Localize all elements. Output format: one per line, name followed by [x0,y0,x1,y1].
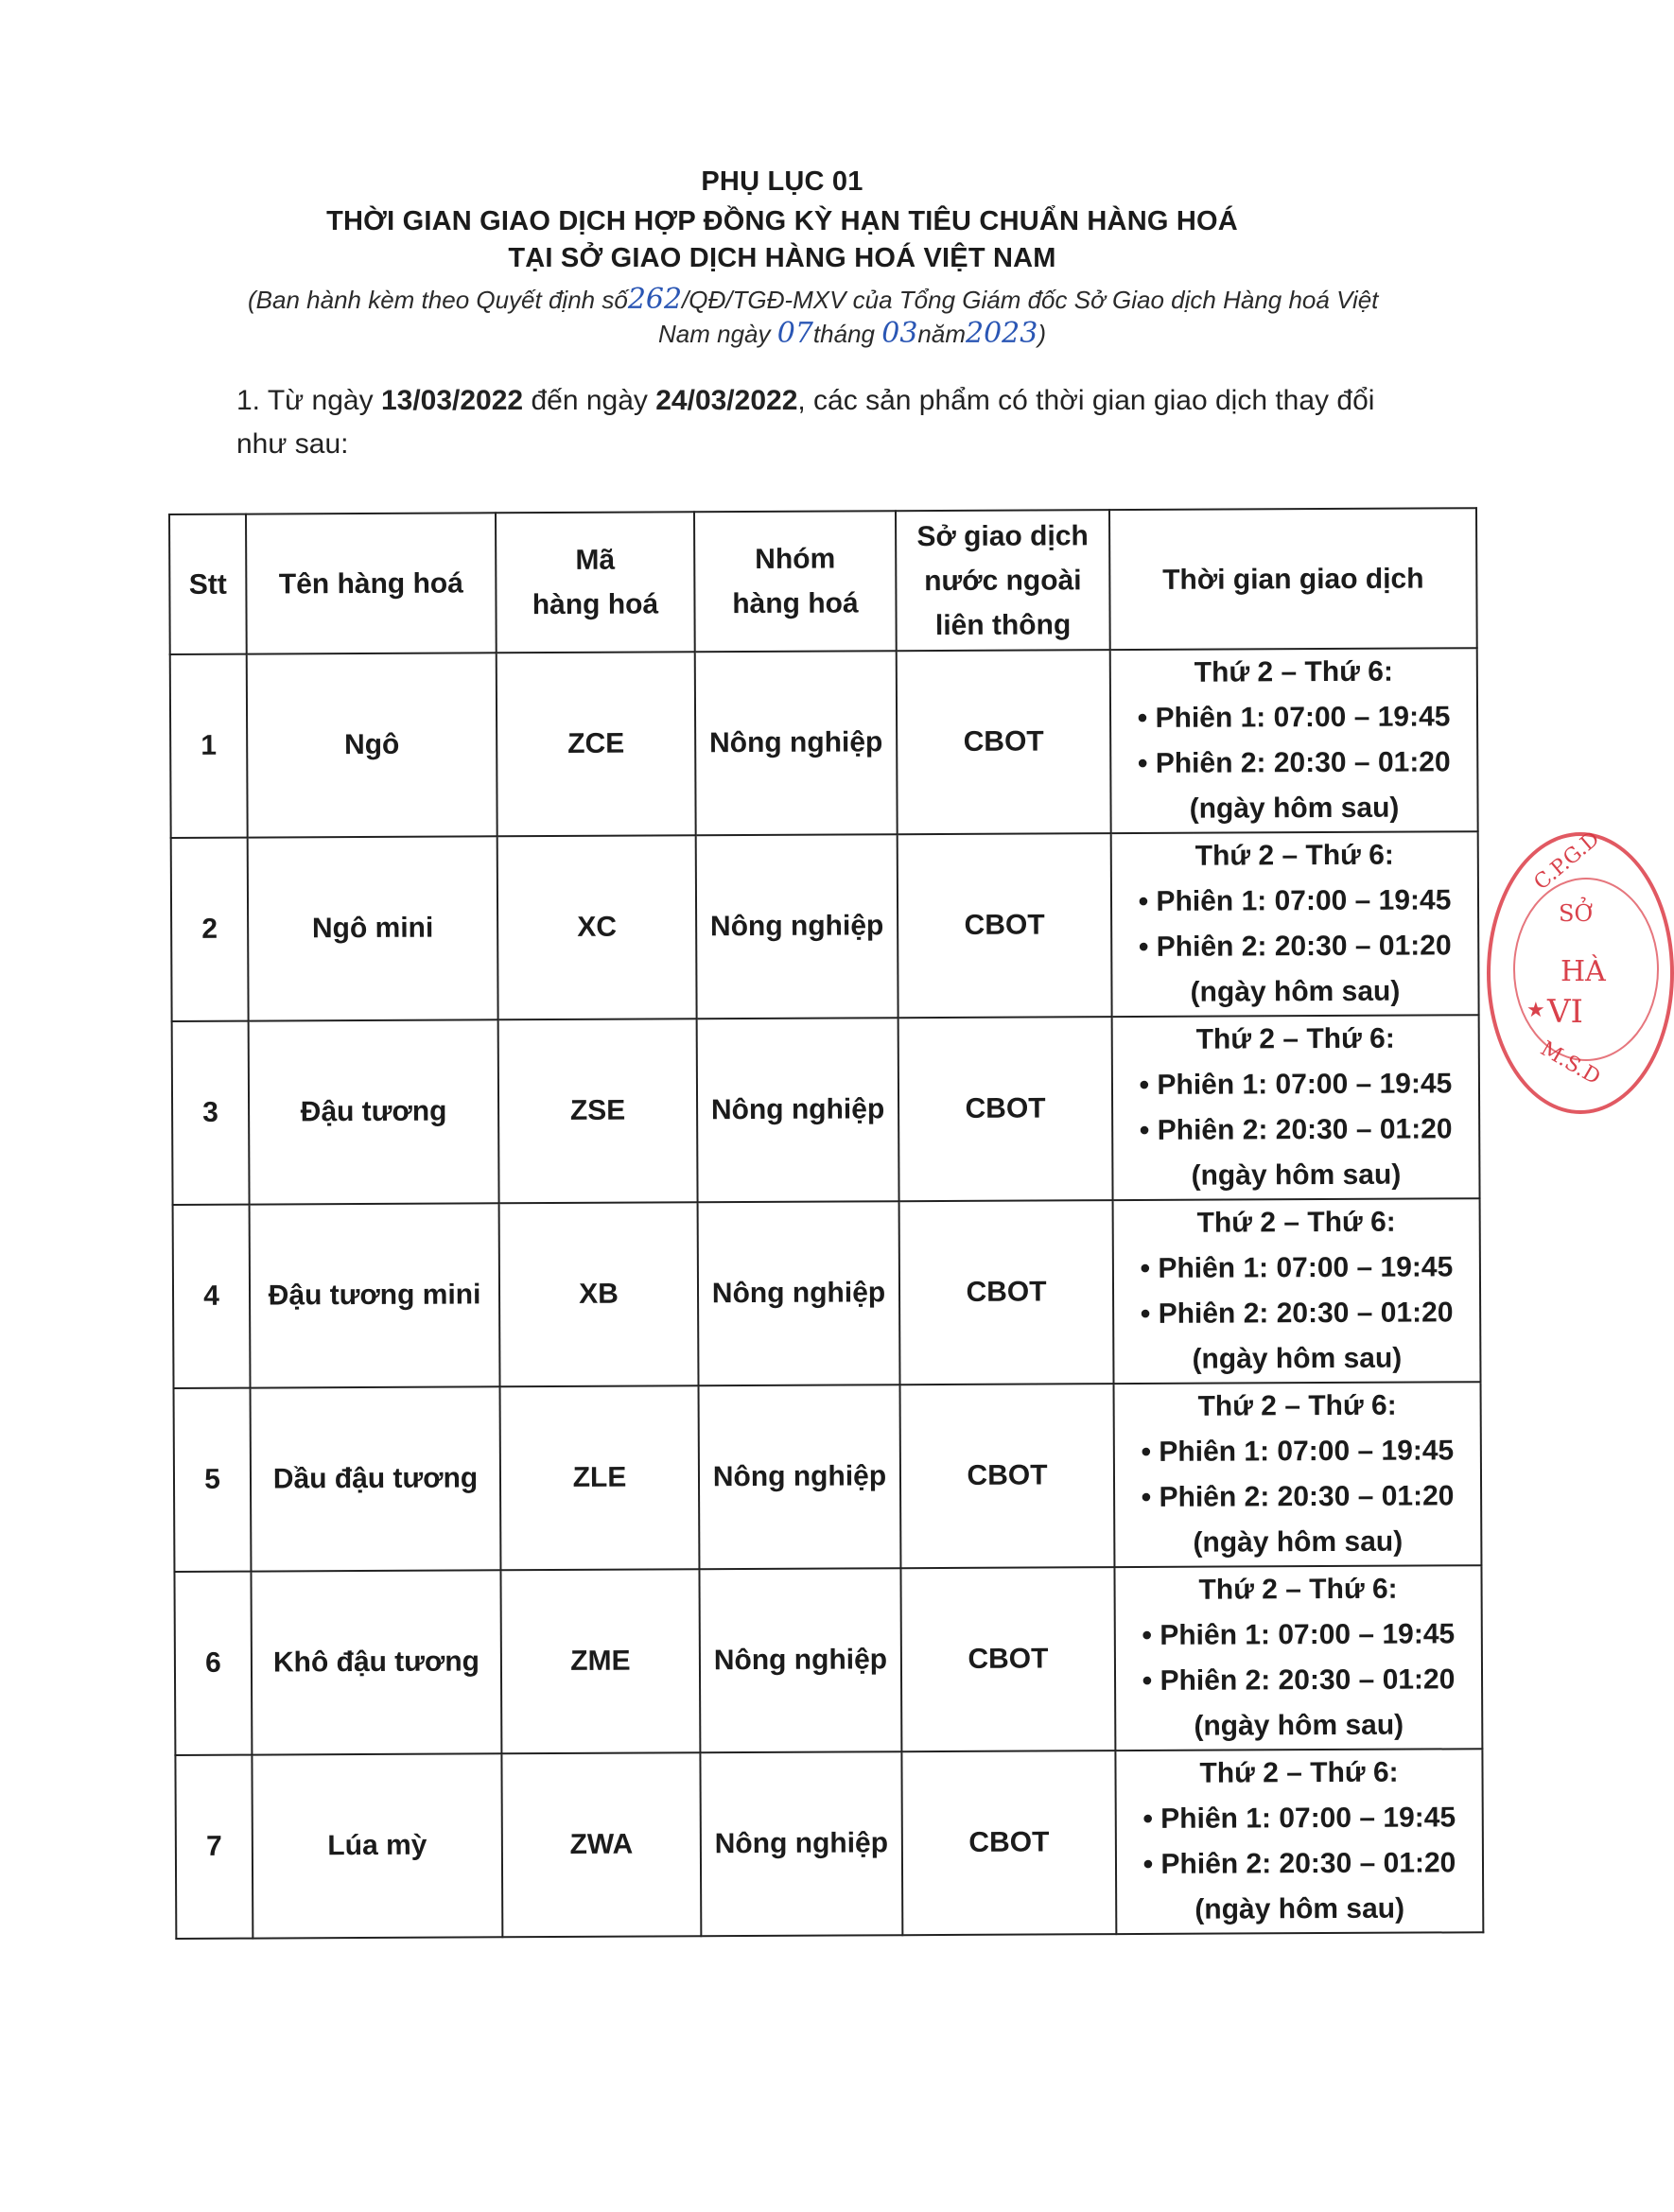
cell-commodity-code: ZWA [501,1752,701,1937]
table-row [172,1015,1480,1205]
document-subtitle: TẠI SỞ GIAO DỊCH HÀNG HOÁ VIỆT NAM [508,243,1056,273]
handwritten-decision-number: 262 [627,283,683,316]
cell-commodity-name: Dầu đậu tương [251,1386,501,1571]
handwritten-month: 03 [881,317,918,350]
issuance-note-text: tháng [812,320,875,348]
issuance-note-line1 [248,283,1378,316]
header-commodity-group: Nhóm hàng hoá [694,511,897,652]
cell-commodity-code: ZSE [498,1019,698,1203]
cell-trading-time: Thứ 2 – Thứ 6: • Phiên 1: 07:00 – 19:45 • Phiên 2: 20:30 – 01:20 (ngày hôm sau) [1111,831,1479,1017]
cell-trading-time: Thứ 2 – Thứ 6: • Phiên 1: 07:00 – 19:45 • Phiên 2: 20:30 – 01:20 (ngày hôm sau) [1114,1565,1482,1750]
cell-commodity-group: Nông nghiệp [700,1751,902,1936]
table-row [175,1749,1483,1939]
handwritten-day: 07 [776,317,813,350]
intro-text: đến ngày [523,385,656,416]
end-date: 24/03/2022 [655,385,798,416]
cell-commodity-code: ZME [500,1569,700,1753]
cell-commodity-code: ZLE [500,1385,700,1570]
cell-trading-time: Thứ 2 – Thứ 6: • Phiên 1: 07:00 – 19:45 • Phiên 2: 20:30 – 01:20 (ngày hôm sau) [1112,1015,1480,1200]
cell-exchange: CBOT [897,650,1111,834]
issuance-note-text: (Ban hành kèm theo Quyết định số [248,286,628,314]
stamp-text: HÀ [1561,955,1606,988]
cell-stt: 3 [172,1021,250,1205]
cell-commodity-group: Nông nghiệp [698,1201,900,1385]
stamp-text: SỞ [1559,900,1594,927]
header-commodity-name: Tên hàng hoá [246,513,497,653]
issuance-note-text: /QĐ/TGĐ-MXV của Tổng Giám đốc Sở Giao dịch Hàng hoá Việt [682,286,1379,314]
stamp-text: M.S.D [1536,1036,1605,1090]
cell-exchange: CBOT [898,1017,1113,1201]
stamp-star-icon: ★ [1526,999,1545,1022]
cell-commodity-name: Đậu tương [249,1019,499,1204]
cell-exchange: CBOT [900,1384,1115,1568]
table-row [173,1198,1481,1388]
stamp-text: C.P.G.D [1529,827,1605,896]
cell-commodity-group: Nông nghiệp [697,1018,899,1202]
header-foreign-exchange: Sở giao dịch nước ngoài liên thông [896,510,1110,651]
cell-trading-time: Thứ 2 – Thứ 6: • Phiên 1: 07:00 – 19:45 • Phiên 2: 20:30 – 01:20 (ngày hôm sau) [1114,1382,1482,1567]
issuance-note-text: năm [917,320,966,348]
header-trading-time: Thời gian giao dịch [1109,508,1477,650]
table-row [174,1565,1482,1755]
cell-commodity-name: Lúa mỳ [252,1753,502,1938]
intro-paragraph-continued: như sau: [236,428,349,460]
cell-commodity-name: Khô đậu tương [251,1570,501,1754]
cell-commodity-name: Ngô mini [248,836,498,1020]
cell-exchange: CBOT [898,833,1112,1018]
cell-exchange: CBOT [901,1750,1116,1935]
document-title: THỜI GIAN GIAO DỊCH HỢP ĐỒNG KỲ HẠN TIÊU CHUẨN HÀNG HOÁ [326,206,1238,236]
cell-stt: 4 [173,1205,251,1388]
cell-commodity-group: Nông nghiệp [696,834,898,1019]
cell-exchange: CBOT [899,1200,1114,1385]
cell-commodity-code: XB [499,1202,699,1386]
cell-commodity-code: XC [497,835,697,1019]
cell-stt: 5 [174,1388,252,1572]
cell-trading-time: Thứ 2 – Thứ 6: • Phiên 1: 07:00 – 19:45 • Phiên 2: 20:30 – 01:20 (ngày hôm sau) [1115,1749,1483,1934]
cell-stt: 6 [174,1572,252,1755]
cell-commodity-code: ZCE [497,652,696,836]
header-commodity-code: Mã hàng hoá [496,512,695,653]
table-row [174,1382,1482,1572]
issuance-note-text: Nam ngày [658,320,771,348]
cell-trading-time: Thứ 2 – Thứ 6: • Phiên 1: 07:00 – 19:45 • Phiên 2: 20:30 – 01:20 (ngày hôm sau) [1110,648,1478,833]
table-row [171,831,1479,1021]
cell-trading-time: Thứ 2 – Thứ 6: • Phiên 1: 07:00 – 19:45 • Phiên 2: 20:30 – 01:20 (ngày hôm sau) [1113,1198,1481,1384]
cell-commodity-group: Nông nghiệp [699,1385,901,1569]
issuance-note-line2 [658,317,1046,350]
cell-stt: 1 [170,654,248,838]
handwritten-year: 2023 [966,317,1038,350]
intro-text: 1. Từ ngày [236,385,381,416]
header-stt: Stt [169,514,247,654]
cell-stt: 7 [175,1755,253,1939]
cell-commodity-group: Nông nghiệp [695,651,898,835]
cell-commodity-group: Nông nghiệp [699,1568,901,1752]
start-date: 13/03/2022 [380,385,524,416]
table-row [170,648,1478,838]
cell-commodity-name: Đậu tương mini [250,1203,500,1387]
stamp-text: VI [1547,993,1583,1031]
cell-stt: 2 [171,838,249,1021]
intro-paragraph [236,385,1374,417]
issuance-note-text: ) [1038,320,1047,348]
trading-hours-table [168,507,1484,1940]
table-header-row [169,508,1477,654]
appendix-title: PHỤ LỤC 01 [701,166,863,197]
intro-text: , các sản phẩm có thời gian giao dịch thay đổi [797,385,1375,416]
cell-exchange: CBOT [900,1567,1115,1751]
cell-commodity-name: Ngô [247,653,497,837]
